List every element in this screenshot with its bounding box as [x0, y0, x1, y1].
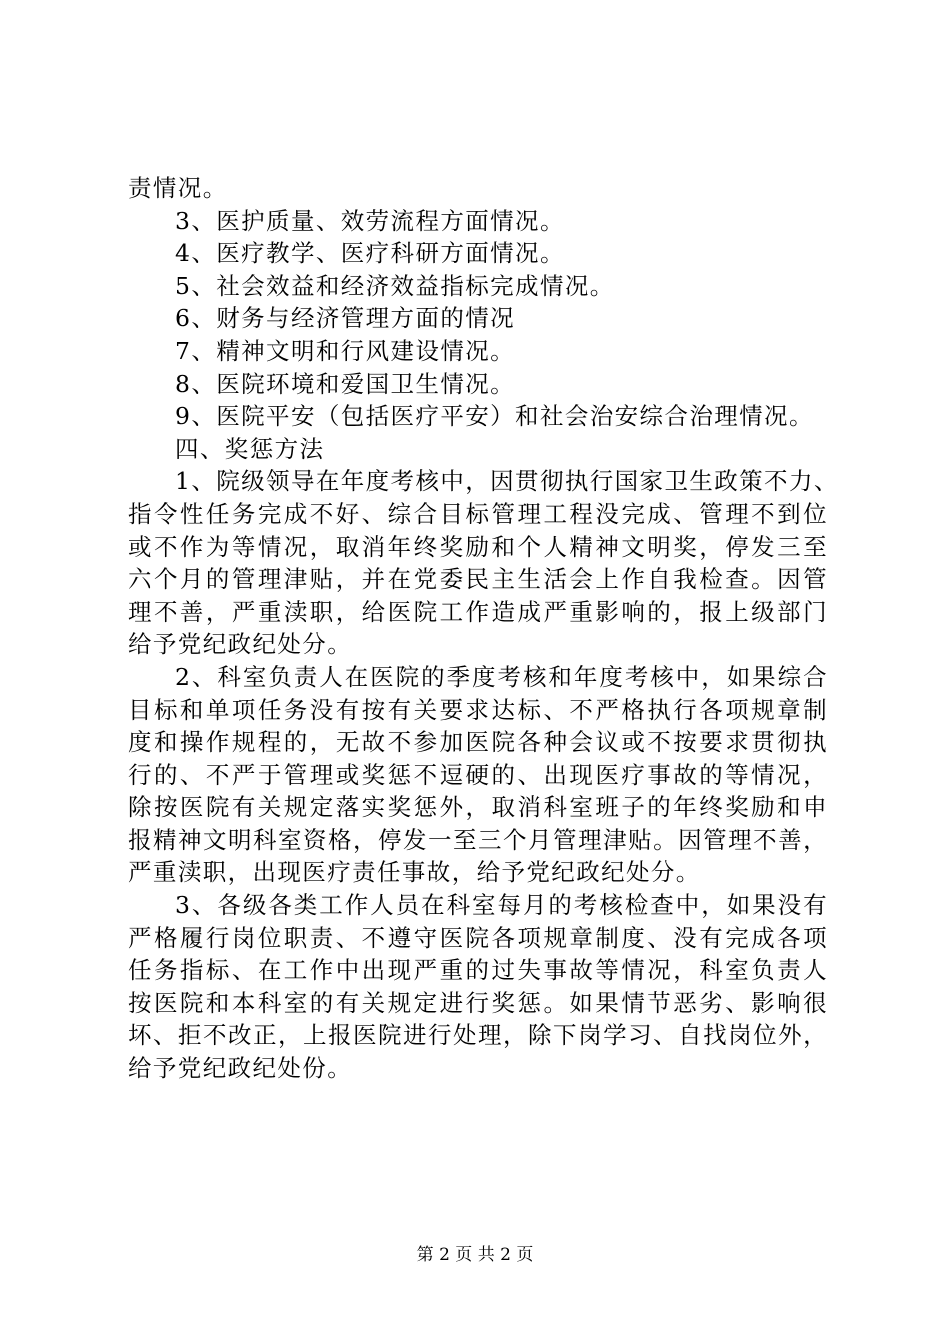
text-line: 按医院和本科室的有关规定进行奖惩。如果情节恶劣、影响很 — [128, 988, 828, 1017]
text-line: 给予党纪政纪处份。 — [128, 1054, 353, 1083]
text-line: 4、医疗教学、医疗科研方面情况。 — [175, 239, 565, 268]
text-line: 7、精神文明和行风建设情况。 — [175, 336, 516, 365]
text-line: 5、社会效益和经济效益指标完成情况。 — [175, 271, 615, 300]
text-line: 严格履行岗位职责、不遵守医院各项规章制度、没有完成各项 — [128, 923, 828, 952]
text-line: 2、科室负责人在医院的季度考核和年度考核中，如果综合 — [175, 662, 828, 691]
page-footer: 第 2 页 共 2 页 — [416, 1245, 534, 1265]
text-line: 六个月的管理津贴，并在党委民主生活会上作自我检查。因管 — [128, 565, 828, 594]
text-line: 任务指标、在工作中出现严重的过失事故等情况，科室负责人 — [128, 956, 828, 985]
text-line: 8、医院环境和爱国卫生情况。 — [175, 369, 516, 398]
text-line: 除按医院有关规定落实奖惩外，取消科室班子的年终奖励和申 — [128, 793, 828, 822]
text-line: 目标和单项任务没有按有关要求达标、不严格执行各项规章制 — [128, 695, 828, 724]
text-line: 3、医护质量、效劳流程方面情况。 — [175, 206, 565, 235]
text-line: 度和操作规程的，无故不参加医院各种会议或不按要求贯彻执 — [128, 728, 828, 757]
text-line: 责情况。 — [128, 174, 228, 202]
document-body — [128, 172, 839, 1085]
text-line: 行的、不严于管理或奖惩不逗硬的、出现医疗事故的等情况， — [128, 760, 828, 789]
text-line: 9、医院平安（包括医疗平安）和社会治安综合治理情况。 — [175, 402, 814, 431]
text-line: 报精神文明科室资格，停发一至三个月管理津贴。因管理不善， — [128, 825, 828, 854]
text-line: 6、财务与经济管理方面的情况 — [175, 304, 516, 333]
text-line: 理不善，严重渎职，给医院工作造成严重影响的，报上级部门 — [128, 597, 828, 626]
text-line: 四、奖惩方法 — [175, 434, 325, 463]
text-line: 或不作为等情况，取消年终奖励和个人精神文明奖，停发三至 — [128, 532, 828, 561]
text-line: 严重渎职，出现医疗责任事故，给予党纪政纪处分。 — [128, 858, 701, 887]
text-line: 3、各级各类工作人员在科室每月的考核检查中，如果没有 — [175, 891, 828, 920]
text-line: 1、院级领导在年度考核中，因贯彻执行国家卫生政策不力、 — [175, 467, 839, 496]
text-line: 坏、拒不改正，上报医院进行处理，除下岗学习、自找岗位外， — [128, 1021, 828, 1050]
text-line: 给予党纪政纪处分。 — [128, 630, 353, 659]
text-line: 指令性任务完成不好、综合目标管理工程没完成、管理不到位 — [128, 499, 828, 528]
